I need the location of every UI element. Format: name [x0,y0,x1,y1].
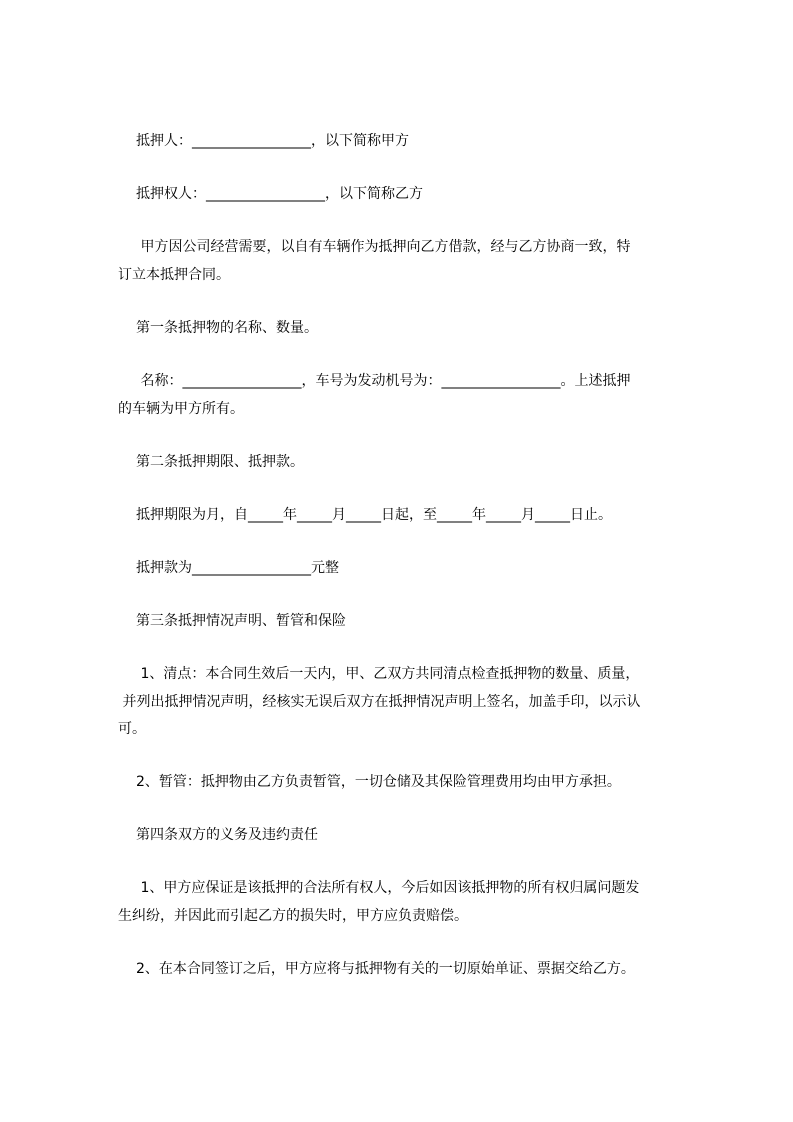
article-2-heading: 第二条抵押期限、抵押款。 [136,454,304,470]
article-1-heading: 第一条抵押物的名称、数量。 [136,320,318,336]
article-4-item-1-line-1: 1、甲方应保证是该抵押的合法所有权人，今后如因该抵押物的所有权归属问题发 [136,880,640,896]
article-3-item-1-line-1: 1、清点：本合同生效后一天内，甲、乙双方共同清点检查抵押物的数量、质量， [136,666,640,682]
article-1-name-line-1: 名称：_________________，车号为发动机号为：_________________。上述抵押 [136,373,631,389]
article-4-item-2-line: 2、在本合同签订之后，甲方应将与抵押物有关的一切原始单证、票据交给乙方。 [136,961,635,977]
article-2-amount-line: 抵押款为_________________元整 [136,560,339,576]
mortgagee-line: 抵押权人：_________________，以下简称乙方 [136,186,423,202]
preamble-line-2: 订立本抵押合同。 [118,267,230,283]
article-3-item-1-line-2: 并列出抵押情况声明，经核实无误后双方在抵押情况声明上签名，加盖手印，以示认 [118,694,641,710]
preamble-line-1: 甲方因公司经营需要，以自有车辆作为抵押向乙方借款，经与乙方协商一致，特 [136,239,631,255]
article-3-item-1-line-3: 可。 [118,721,146,737]
article-2-period-line: 抵押期限为月，自_____年_____月_____日起，至_____年_____月_____日止。 [136,507,612,523]
mortgagor-line: 抵押人：_________________，以下简称甲方 [136,133,409,149]
article-3-item-2-line: 2、暂管：抵押物由乙方负责暂管，一切仓储及其保险管理费用均由甲方承担。 [136,774,621,790]
article-4-item-1-line-2: 生纠纷，并因此而引起乙方的损失时，甲方应负责赔偿。 [118,908,468,924]
article-1-name-line-2: 的车辆为甲方所有。 [118,401,244,417]
article-3-heading: 第三条抵押情况声明、暂管和保险 [136,613,346,629]
article-4-heading: 第四条双方的义务及违约责任 [136,827,318,843]
